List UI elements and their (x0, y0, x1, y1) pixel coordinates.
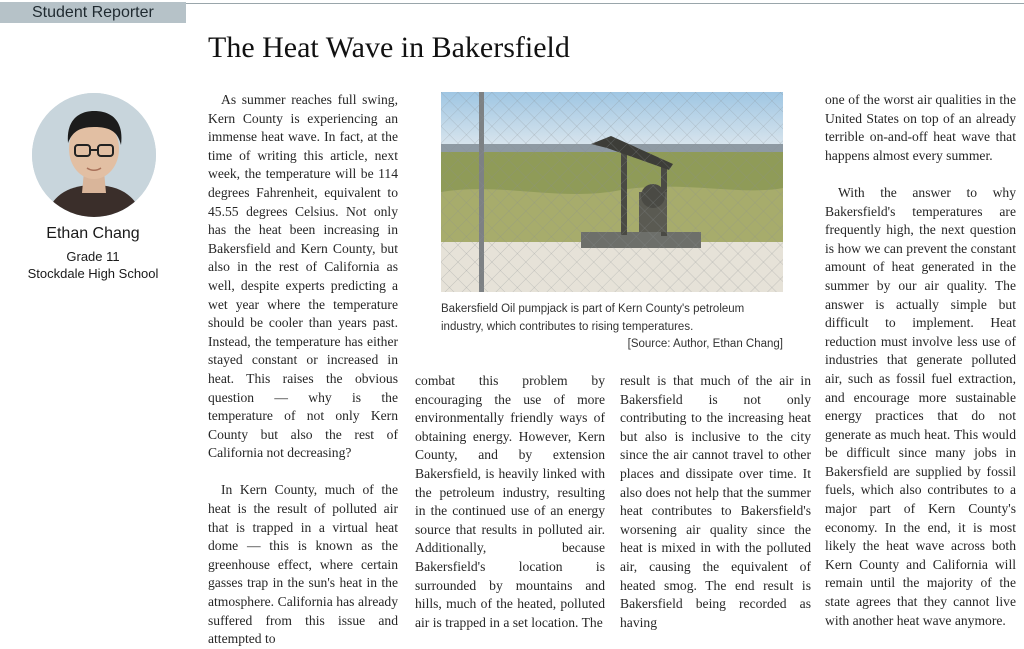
photo-source: [Source: Author, Ethan Chang] (627, 338, 783, 350)
article-photo (441, 92, 783, 292)
paragraph: As summer reaches full swing, Kern County is experiencing an immense heat wave. In fact, at the time of writing this article, next week, the temperature will be 114 degrees Fahrenheit, equivalent to 45.55 degrees Celsius. Not only has the heat been increasing in Bakersfield and Kern County, but also in the rest of California as well, despite experts predicting a wet year where the temperature should be cooler than years past. Instead, the temperature has either stayed constant or increased in heat. This raises the obvious question — why is the temperature of not only Kern County but also the rest of California not decreasing? (208, 92, 398, 461)
author-school: Stockdale High School (27, 266, 159, 281)
article-column-3 (620, 372, 811, 632)
paragraph: In Kern County, much of the heat is the result of polluted air that is trapped in a virtual heat dome — this is known as the greenhouse effect, where certain gasses trap in the sun's heat in the atmosphere. California has already suffered from this issue and attempted to (208, 482, 398, 647)
author-name: Ethan Chang (46, 225, 140, 242)
header-rule (186, 3, 1024, 4)
article-column-4 (825, 91, 1016, 630)
author-portrait-icon (32, 93, 156, 217)
section-label: Student Reporter (0, 2, 186, 23)
pumpjack-photo-icon (441, 92, 783, 292)
photo-caption: Bakersfield Oil pumpjack is part of Kern County's petroleum industry, which contributes to rising temperatures. (441, 303, 745, 333)
author-photo (32, 93, 156, 217)
paragraph: result is that much of the air in Bakersfield is not only contributing to the increasing heat but also is inclusive to the city since the air cannot travel to other places and dissipate over time. It also does not help that the summer heat contributes to Bakersfield's worsening air quality since the heat is mixed in with the polluted air, causing the equivalent of heated smog. The end result is Bakersfield being recorded as having (620, 373, 811, 630)
paragraph: combat this problem by encouraging the use of more environmentally friendly ways of obtaining energy. However, Kern County, and by extension Bakersfield, is heavily linked with the petroleum industry, resulting in the continued use of an energy source that results in polluted air. Additionally, because Bakersfield's location is surrounded by mountains and hills, much of the heated, polluted air is trapped in a set location. The (415, 373, 605, 630)
paragraph: With the answer to why Bakersfield's temperatures are frequently high, the next question is how we can prevent the constant amount of heat generated in the summer by our air quality. The answer is actually simple but difficult to implement. Heat reduction must involve less use of industries that generate polluted air, such as fossil fuel extraction, and encourage more sustainable energy practices that do not generate as much heat. This would be difficult since many jobs in Bakersfield are supplied by fossil fuels, which also contributes to a major part of Kern County's economy. In the end, it is most likely the heat wave across both Kern County and California will remain until the majority of the state agrees that they cannot live with another heat wave anymore. (825, 184, 1016, 628)
article-column-1 (208, 91, 398, 649)
paragraph: one of the worst air qualities in the United States on top of an already terrible on-and-off heat wave that happens almost every summer. (825, 92, 1016, 163)
author-grade: Grade 11 (66, 249, 120, 264)
article-column-2 (415, 372, 605, 632)
article-title: The Heat Wave in Bakersfield (208, 31, 570, 64)
